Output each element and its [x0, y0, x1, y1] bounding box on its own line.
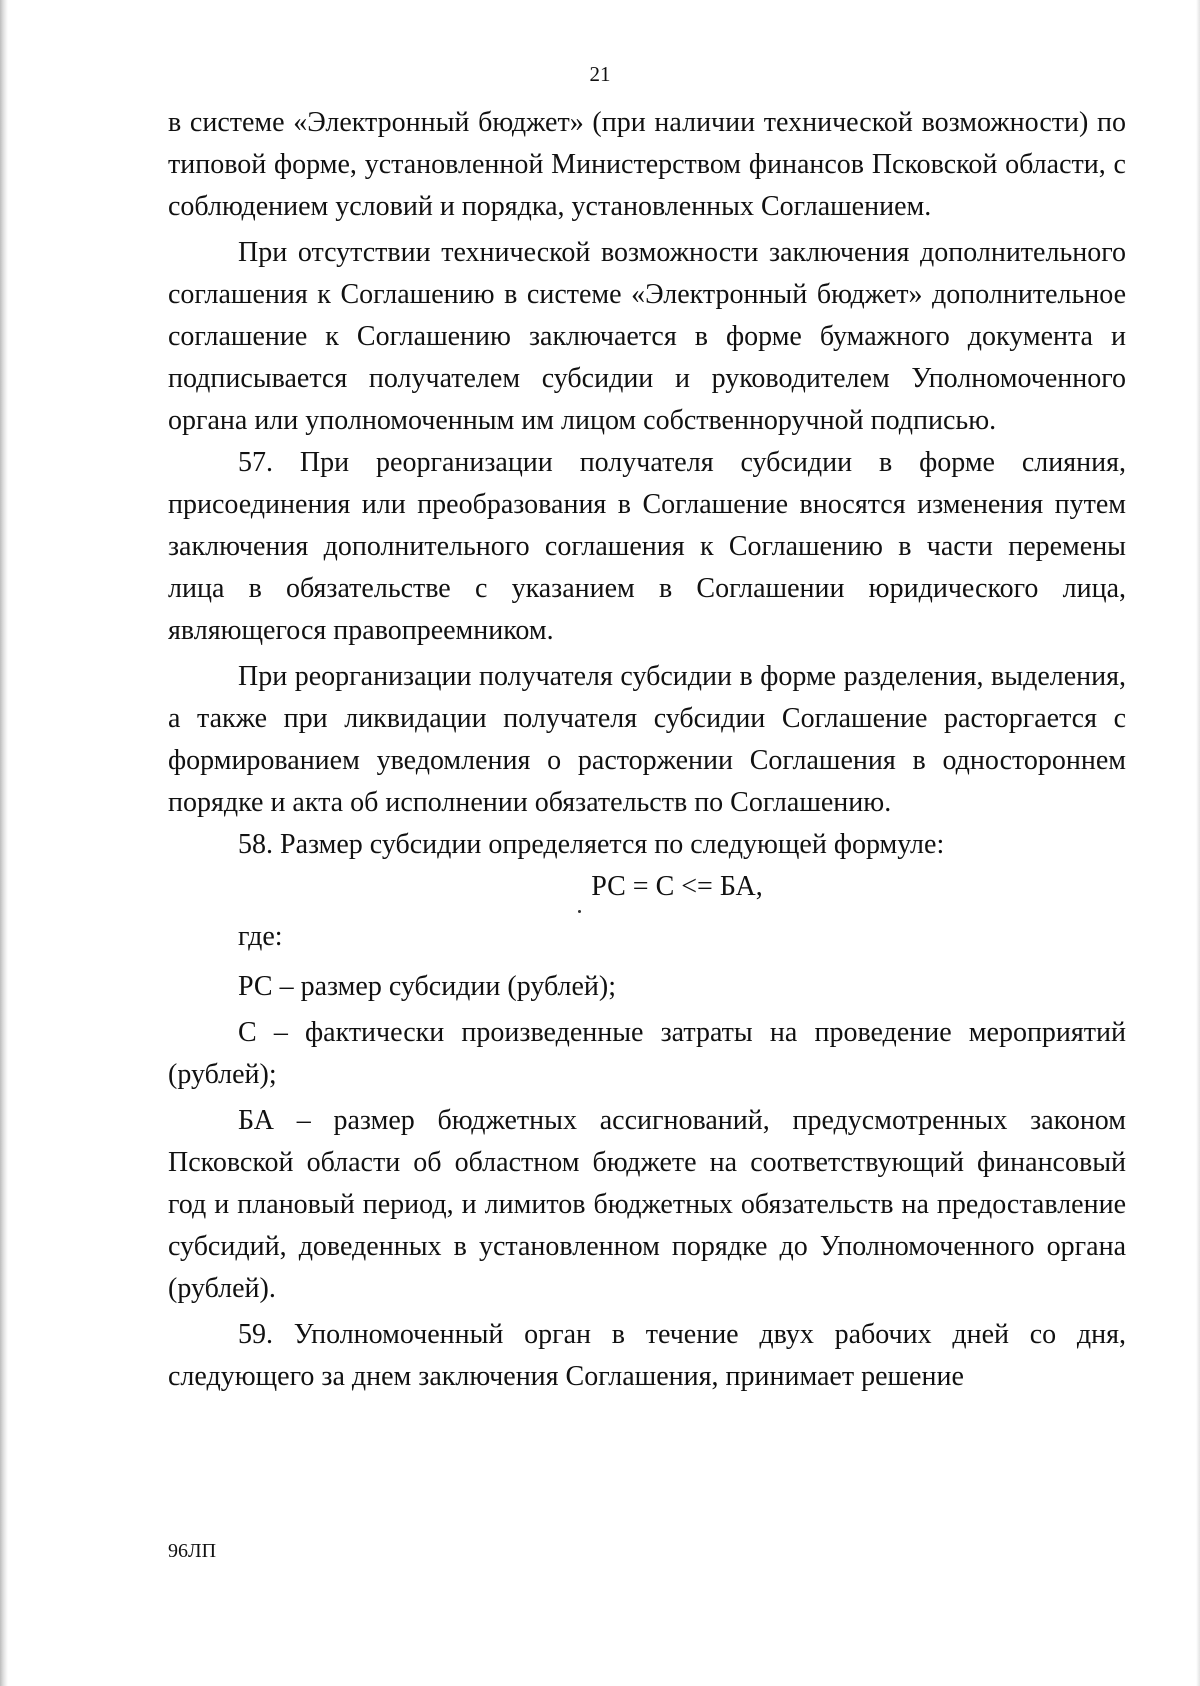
definition-rs: РС – размер субсидии (рублей); [238, 971, 617, 1002]
paragraph-59: 59. Уполномоченный орган в течение двух рабочих дней со дня, следующего за днем заключения Соглашения, принимает решение [168, 1319, 1126, 1392]
where-label: где: [238, 921, 283, 952]
document-body [168, 102, 1126, 1398]
paragraph-57: 57. При реорганизации получателя субсидии в форме слияния, присоединения или преобразования в Соглашение вносятся изменения путем заключения дополнительного соглашения к Соглашению в части перемены лица в обязательстве с указанием в Соглашении юридического лица, являющегося правопреемником. [168, 447, 1126, 646]
document-code: 96ЛП [168, 1540, 217, 1562]
definition-ba: БА – размер бюджетных ассигнований, предусмотренных законом Псковской области об областном бюджете на соответствующий финансовый год и плановый период, и лимитов бюджетных обязательств на предоставление субсидий, доведенных в установленном порядке до Уполномоченного органа (рублей). [168, 1105, 1126, 1304]
paragraph-reorganization-separation: При реорганизации получателя субсидии в форме разделения, выделения, а также при ликвидации получателя субсидии Соглашение расторгается с формированием уведомления о расторжении Соглашения в одностороннем порядке и акта об исполнении обязательств по Соглашению. [168, 661, 1126, 818]
scan-edge-left [0, 0, 8, 1686]
paragraph-58: 58. Размер субсидии определяется по следующей формуле: [238, 829, 945, 860]
page-number: 21 [589, 62, 611, 86]
subsidy-formula: РС = С <= БА, [591, 871, 763, 902]
definition-c: С – фактически произведенные затраты на проведение мероприятий (рублей); [168, 1017, 1126, 1090]
scan-speck [578, 910, 581, 913]
paragraph-no-technical-possibility: При отсутствии технической возможности заключения дополнительного соглашения к Соглашению в системе «Электронный бюджет» дополнительное соглашение к Соглашению заключается в форме бумажного документа и подписывается получателем субсидии и руководителем Уполномоченного органа или уполномоченным им лицом собственноручной подписью. [168, 237, 1126, 436]
paragraph-continuation: в системе «Электронный бюджет» (при наличии технической возможности) по типовой форме, установленной Министерством финансов Псковской области, с соблюдением условий и порядка, установленных Соглашением. [168, 107, 1126, 222]
scan-edge-right [1196, 0, 1200, 1686]
